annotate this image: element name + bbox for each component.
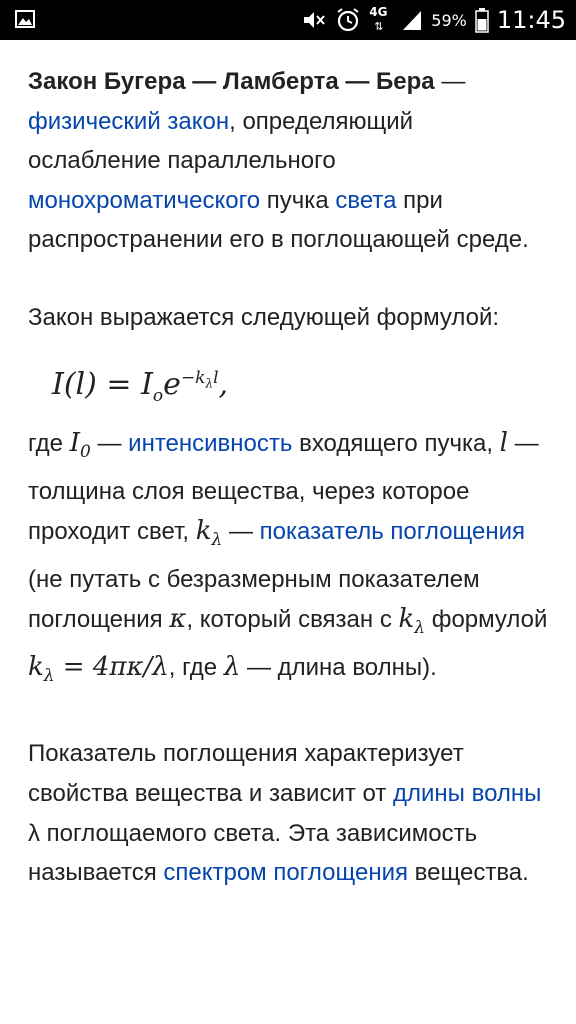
- link-absorption-coefficient[interactable]: показатель поглощения: [259, 517, 526, 545]
- math-sub: λ: [414, 617, 426, 638]
- image-icon: [14, 8, 36, 30]
- math-sub: 0: [79, 441, 91, 462]
- text: формулой: [425, 605, 548, 633]
- text: вещества.: [408, 859, 529, 887]
- formula-lhs: I(l) = I: [52, 366, 153, 402]
- formula: [52, 356, 548, 418]
- paragraph-formula-intro: Закон выражается следующей формулой:: [28, 303, 500, 331]
- battery-icon: [475, 7, 489, 33]
- battery-percent: 59%: [431, 10, 467, 30]
- text: где: [28, 429, 70, 457]
- link-light[interactable]: света: [335, 186, 397, 214]
- link-absorption-spectrum[interactable]: спектром поглощения: [163, 859, 408, 887]
- formula-exp-l: l: [213, 367, 219, 388]
- math-sub: λ: [43, 665, 55, 686]
- article-body: [28, 62, 548, 893]
- article-title: Закон Бугера — Ламберта — Бера: [28, 68, 435, 95]
- text: , где: [168, 653, 224, 681]
- link-monochromatic[interactable]: монохроматического: [28, 186, 261, 214]
- link-wavelength[interactable]: длины волны: [393, 779, 542, 807]
- network-indicator: [369, 6, 393, 34]
- math-k: k: [398, 603, 415, 634]
- status-icons: [301, 4, 566, 36]
- text: , определяющий ослабление параллельного: [28, 107, 414, 175]
- clock: 11:45: [496, 6, 566, 34]
- network-arrows-icon: ⇅: [374, 20, 384, 33]
- math-k: k: [195, 515, 212, 546]
- text: пучка: [260, 186, 336, 214]
- math-l: l: [499, 427, 508, 458]
- text: входящего пучка,: [292, 429, 500, 457]
- text: , который связан с: [186, 605, 399, 633]
- text: — толщина слоя вещества, через которое проходит свет,: [28, 429, 539, 545]
- network-label: 4G: [369, 5, 388, 19]
- text: Показатель поглощения характеризует свойства вещества и зависит от: [28, 740, 464, 807]
- math-kappa: κ: [169, 603, 187, 634]
- paragraph-spectrum: [28, 734, 548, 892]
- text: — длина волны).: [240, 653, 437, 681]
- mute-icon: [301, 8, 327, 32]
- math-sub: λ: [211, 529, 223, 550]
- text: при распространении его в поглощающей среде.: [28, 186, 529, 254]
- math-lambda: λ: [223, 651, 241, 682]
- text: —: [90, 429, 129, 457]
- formula-tail: ,: [218, 366, 229, 402]
- status-bar: [0, 0, 576, 40]
- math-equation: = 4πκ/λ: [54, 651, 169, 682]
- text: (не путать с безразмерным показателем поглощения: [28, 565, 480, 633]
- link-intensity[interactable]: интенсивность: [128, 429, 293, 457]
- paragraph-definitions: [28, 424, 548, 697]
- text: —: [434, 68, 466, 95]
- alarm-icon: [335, 7, 361, 33]
- formula-exp: −k: [180, 367, 206, 388]
- notification-area: [14, 8, 36, 34]
- signal-icon: [401, 8, 423, 32]
- formula-sub: o: [152, 385, 164, 406]
- link-physical-law[interactable]: физический закон: [28, 107, 230, 135]
- paragraph-intro: [28, 62, 548, 260]
- formula-exp-sub: λ: [205, 375, 214, 390]
- text: λ поглощаемого света. Эта зависимость называется: [28, 819, 478, 887]
- text: —: [222, 517, 260, 545]
- formula-e: e: [163, 366, 181, 402]
- math-I: I: [69, 427, 80, 458]
- math-k: k: [28, 651, 44, 682]
